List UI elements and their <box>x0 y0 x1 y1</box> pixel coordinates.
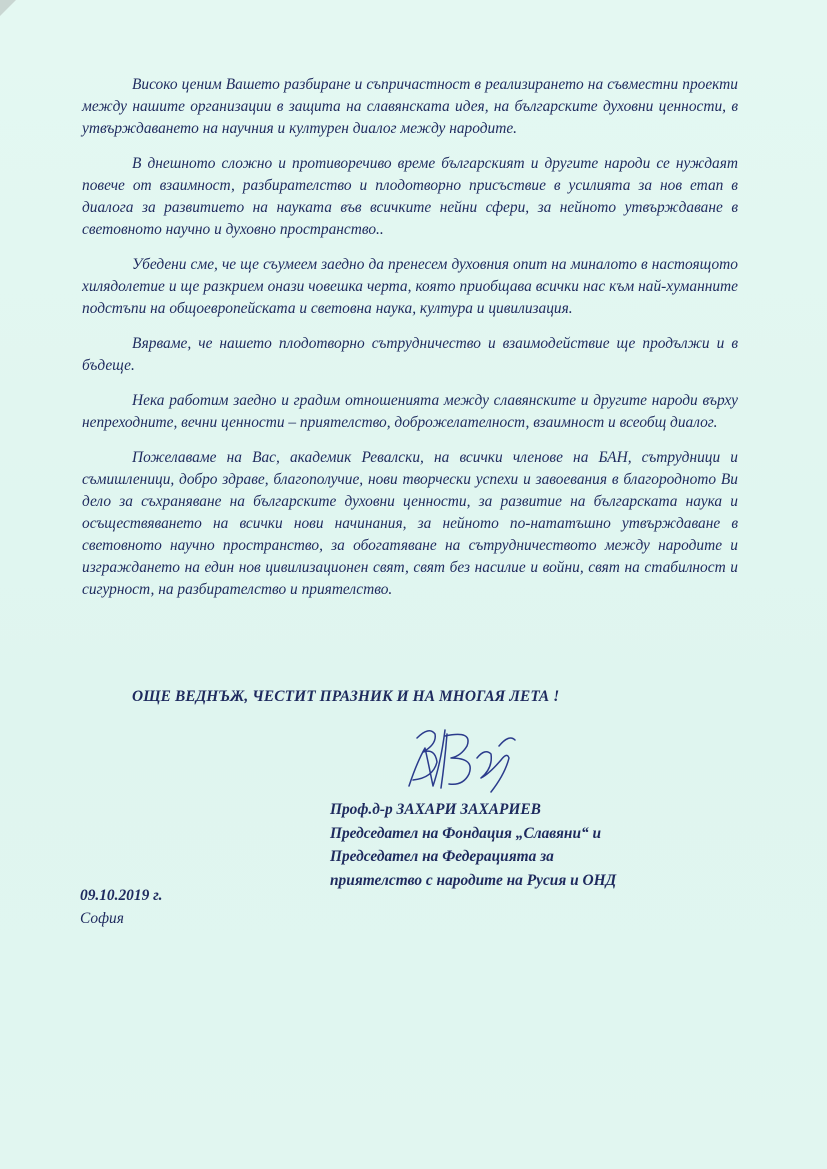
paragraph-6: Пожелаваме на Вас, академик Ревалски, на всички членове на БАН, сътрудници и съмишленици, добро здраве, благополучие, нови творчески успехи и завоевания в благородното Ви дело за съхраняване на българските духовни ценности, за развитие на българската наука и осъществяването на всички нови начинания, за нейното по-нататъшно утвърждаване в световното научно пространство, за обогатяване на сътрудничеството между народите и изграждането на един нов цивилизационен свят, свят без насилие и войни, свят на стабилност и сигурност, на разбирателство и приятелство. <box>82 449 738 598</box>
dateline <box>80 884 162 930</box>
folded-corner <box>0 0 16 16</box>
paragraph-5: Нека работим заедно и градим отношенията между славянските и другите народи върху непреходните, вечни ценности – приятелство, доброжелателност, взаимност и всеобщ диалог. <box>82 392 738 431</box>
signer-name: Проф.д-р ЗАХАРИ ЗАХАРИЕВ <box>330 801 541 818</box>
letter-place: София <box>80 910 124 927</box>
signature-icon <box>395 712 530 797</box>
paragraph-1: Високо ценим Вашето разбиране и съпричастност в реализирането на съвместни проекти между нашите организации в защита на славянската идея, на българските духовни ценности, в утвърждаването на научния и културен диалог между народите. <box>82 76 738 137</box>
paragraph-3: Убедени сме, че ще съумеем заедно да пренесем духовния опит на миналото в настоящото хилядолетие и ще разкрием онази човешка черта, която приобщава всички нас към най-хуманните подстъпи на общоевропейската и световна наука, култура и цивилизация. <box>82 256 738 317</box>
closing-greeting: ОЩЕ ВЕДНЪЖ, ЧЕСТИТ ПРАЗНИК И НА МНОГАЯ ЛЕТА ! <box>132 688 560 705</box>
letter-body <box>82 74 738 614</box>
letter-date: 09.10.2019 г. <box>80 887 163 904</box>
paragraph-4: Вярваме, че нашето плодотворно сътрудничество и взаимодействие ще продължи и в бъдеще. <box>82 335 738 374</box>
signer-title-1: Председател на Фондация „Славяни“ и <box>330 824 602 842</box>
signer-title-3: приятелство с народите на Русия и ОНД <box>330 871 617 889</box>
paragraph-2: В днешното сложно и противоречиво време българският и другите народи се нуждаят повече от взаимност, разбирателство и плодотворно присъствие в усилията за нов етап в диалога за развитието на науката във всичките нейни сфери, за нейното утвърждаване в световното научно и духовно пространство.. <box>82 155 738 238</box>
signer-block <box>330 798 616 892</box>
signer-title-2: Председател на Федерацията за <box>330 848 554 865</box>
